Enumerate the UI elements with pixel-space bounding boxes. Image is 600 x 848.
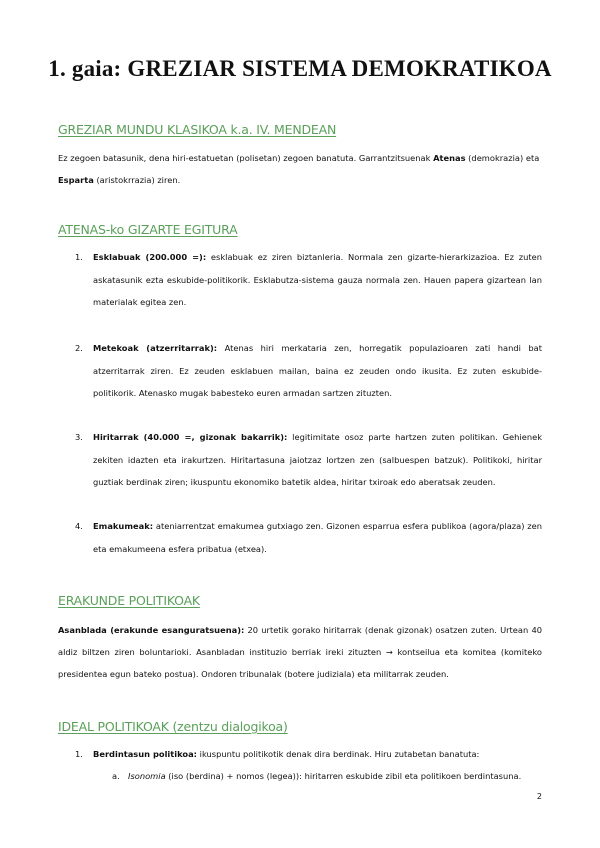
section-heading-political-institutions: ERAKUNDE POLITIKOAK [58,593,200,608]
section-heading-political-ideals: IDEAL POLITIKOAK (zentzu dialogikoa) [58,719,288,734]
assembly-paragraph: Asanblada (erakunde esanguratsuena): 20 urtetik gorako hiritarrak (denak gizonak) osatzen zuten. Urtean 40 aldiz biltzen ziren boluntarioki. Asanbladan instituzio berriak ireki zituzten → kontseilua eta komitea (komiteko presidentea egun bateko postua). Ondoren tribunalak (botere judiziala) eta militarrak zeuden. [58,625,542,679]
intro-paragraph: Ez zegoen batasunik, dena hiri-estatuetan (polisetan) zegoen banatuta. Garrantzitsuenak Atenas (demokrazia) eta Esparta (aristokrrazia) ziren. [58,153,540,185]
section-heading-social-structure: ATENAS-ko GIZARTE EGITURA [58,222,238,237]
section-heading-greek-world: GREZIAR MUNDU KLASIKOA k.a. IV. MENDEAN [58,122,337,137]
document-page: 1. gaia: GREZIAR SISTEMA DEMOKRATIKOA GREZIAR MUNDU KLASIKOA k.a. IV. MENDEAN Ez zegoen batasunik, dena hiri-estatuetan (polisetan) zegoen banatuta. Garrantzitsuenak Atenas (demokrazia) eta Esparta (aristokrrazia) ziren. ATENAS-ko GIZARTE EGITURA 1. Esklabuak (200.000 =): esklabuak ez ziren biztanleria. Normala zen gizarte-hierarkizazioa. Ez zuten askatasunik ezta eskubide-politikorik. Esklabutza-sistema gauza normala zen. Hauen papera gizartean lan materialak egitea zen. 2. Metekoak (atzerritarrak): Atenas hiri merkataria zen, horregatik populazioaren zati handi bat atzerritarrak ziren. Ez zeuden esklabuen mailan, baina ez zeuden ondo ikusita. Ez zuten eskubide-politikorik. Atenasko mugak babesteko euren armadan sartzen zituzten. 3. Hiritarrak (40.000 =, gizonak bakarrik): legitimitate osoz parte hartzen zuten politikan. Gehienek zekiten idazten eta irakurtzen. Hiritartasuna jaiotzaz lortzen zen (salbuespen batzuk). Politikoki, hiritar guztiak berdinak ziren; ikuspuntu ekonomiko batetik aldea, hiritar txiroak edo aberatsak zeuden. 4. Emakumeak: ateniarrentzat emakumea gutxiago zen. Gizonen esparrua esfera publikoa (agora/plaza) zen eta emakumeena esfera pribatua (etxea). ERAKUNDE POLITIKOAK Asanblada (erakunde esanguratsuena): 20 urtetik gorako hiritarrak (denak gizonak) osatzen zuten. Urtean 40 aldiz biltzen ziren boluntarioki. Asanbladan instituzio berriak ireki zituzten → kontseilua eta komitea (komiteko presidentea egun bateko postua). Ondoren tribunalak (botere judiziala) eta militarrak zeuden. IDEAL POLITIKOAK (zentzu dialogikoa) 1. Berdintasun politikoa: ikuspuntu politikotik denak dira berdinak. Hiru zutabetan banatuta: a. Isonomia (iso (berdina) + nomos (legea)): hiritarren eskubide zibil eta politikoen berdintasuna. 2 [0,0,600,848]
page-title: 1. gaia: GREZIAR SISTEMA DEMOKRATIKOA [48,56,552,81]
page-number: 2 [536,792,542,801]
